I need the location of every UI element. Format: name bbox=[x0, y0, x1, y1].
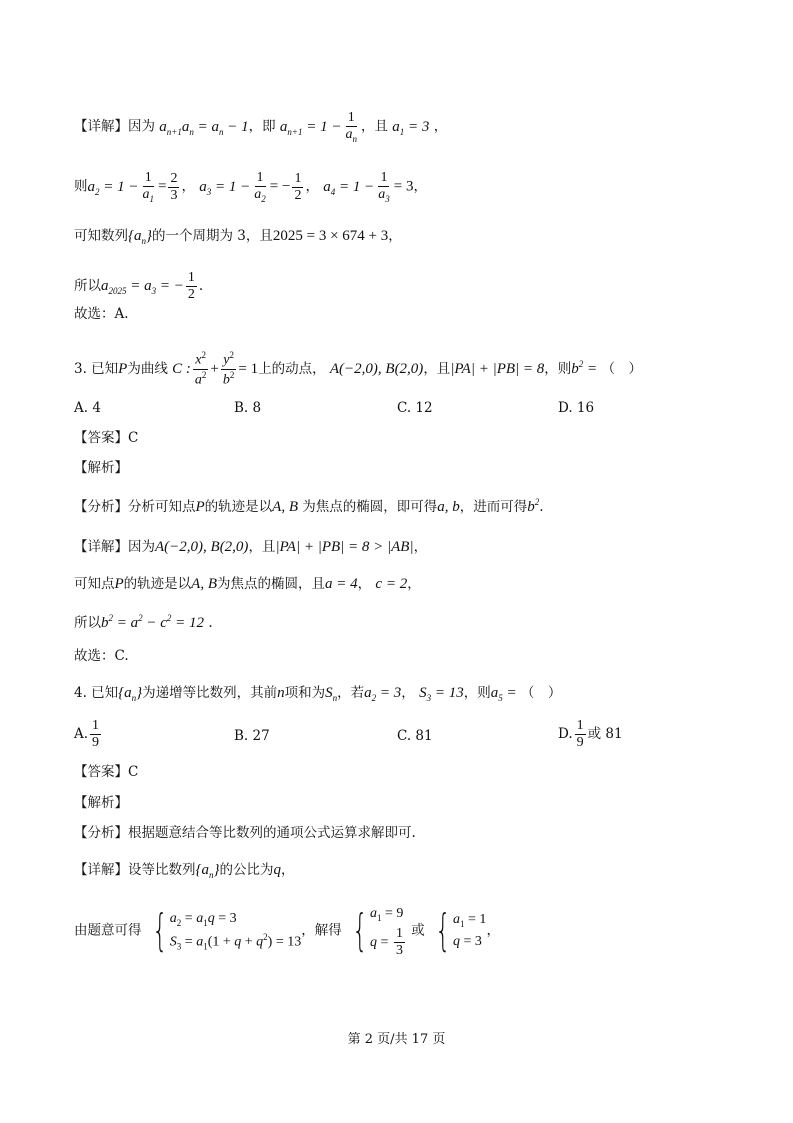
q4-stem: 4. 已知$\{a_n\}$为递增等比数列，其前n项和为$S_n$，若$a_2 = 3$， $S_3 = 13$，则$a_5$ = （ ） bbox=[74, 685, 562, 703]
q2-answer-line: 故选：A. bbox=[74, 306, 129, 322]
q4-answer: 【答案】C bbox=[74, 764, 139, 780]
q2-so-line: 所以$a_{2025} = a_3$ = − $\frac{1}{2}$ . bbox=[74, 270, 204, 303]
solution-system-2: { $a_1 = 1$ q = 3 bbox=[435, 904, 487, 956]
equation-system: { $a_2 = a_1q = 3$ $S_3 = a_1(1 + q + q^2) = 13$ bbox=[152, 904, 302, 956]
page-footer: 第 2 页/共 17 页 bbox=[347, 1032, 446, 1047]
q3-detail-line: 【详解】因为A(−2,0), B(2,0)，且|PA| + |PB| = 8 > |AB|， bbox=[74, 539, 428, 555]
q4-detail-line: 【详解】设等比数列$\{a_n\}$的公比为q， bbox=[74, 862, 295, 880]
q3-stem: 3. 已知P为曲线 C : $\frac{x^2}{a^2}$ + $\frac{y^2}{b^2}$ = 1上的动点， A(−2,0), B(2,0)，且|PA| + |PB| = 8，则$b^2$ = （ ） bbox=[74, 350, 642, 388]
q4-option-a[interactable]: A. $\frac{1}{9}$ bbox=[74, 718, 100, 751]
q3-option-a[interactable]: A. 4 bbox=[74, 400, 101, 416]
q3-analysis-line: 【分析】分析可知点P的轨迹是以A, B 为焦点的椭圆，即可得a, b，进而可得$b^2$. bbox=[74, 497, 544, 515]
q4-derive-line: 由题意可得 { $a_2 = a_1q = 3$ $S_3 = a_1(1 + q + q^2) = 13$ ，解得 { $a_1 = 9$ q = $\frac{1}{3}$ 或 { $a_1 = 1$ q = 3 ， bbox=[74, 904, 500, 958]
q3-so-line: 所以$b^2 = a^2 - c^2 = 12$ . bbox=[74, 613, 213, 631]
q2-values-line: 则$a_2 = 1$ − $\frac{1}{a_1}$ = $\frac{2}{3}$ ， $a_3 = 1$ − $\frac{1}{a_2}$ = − $\frac{1}{2}$ ， $a_4 = 1$ − $\frac{1}{a_3}$ = 3， bbox=[74, 170, 427, 204]
q3-analysis-header: 【解析】 bbox=[74, 460, 128, 476]
q3-option-c[interactable]: C. 12 bbox=[397, 400, 433, 416]
solution-system-1: { $a_1 = 9$ q = $\frac{1}{3}$ bbox=[352, 904, 404, 958]
q3-option-d[interactable]: D. 16 bbox=[558, 400, 595, 416]
q3-answer: 【答案】C bbox=[74, 430, 139, 446]
q4-option-d[interactable]: D. $\frac{1}{9}$ 或 81 bbox=[558, 718, 623, 751]
q4-analysis-line: 【分析】根据题意结合等比数列的通项公式运算求解即可. bbox=[74, 825, 416, 841]
ellipse-equation: C : bbox=[172, 360, 191, 377]
q4-option-c[interactable]: C. 81 bbox=[397, 728, 433, 744]
q4-option-b[interactable]: B. 27 bbox=[234, 728, 270, 744]
q3-known-line: 可知点P的轨迹是以A, B为焦点的椭圆，且a = 4， c = 2， bbox=[74, 576, 421, 592]
q3-option-b[interactable]: B. 8 bbox=[234, 400, 262, 416]
q4-analysis-header: 【解析】 bbox=[74, 795, 128, 811]
q2-period-line: 可知数列$\{a_n\}$的一个周期为 3，且2025 = 3 × 674 + 3， bbox=[74, 228, 402, 246]
detail-tag: 【详解】 bbox=[74, 118, 128, 135]
recurrence-formula: $a_{n+1}a_n = a_n - 1$ bbox=[159, 118, 249, 137]
q3-answer-line: 故选：C. bbox=[74, 648, 129, 664]
q2-detail-line: 【详解】因为 $a_{n+1}a_n = a_n - 1$，即 $a_{n+1} = 1$ − $\frac{1}{a_n}$ ，且 $a_1 = 3$ ， bbox=[74, 110, 448, 144]
